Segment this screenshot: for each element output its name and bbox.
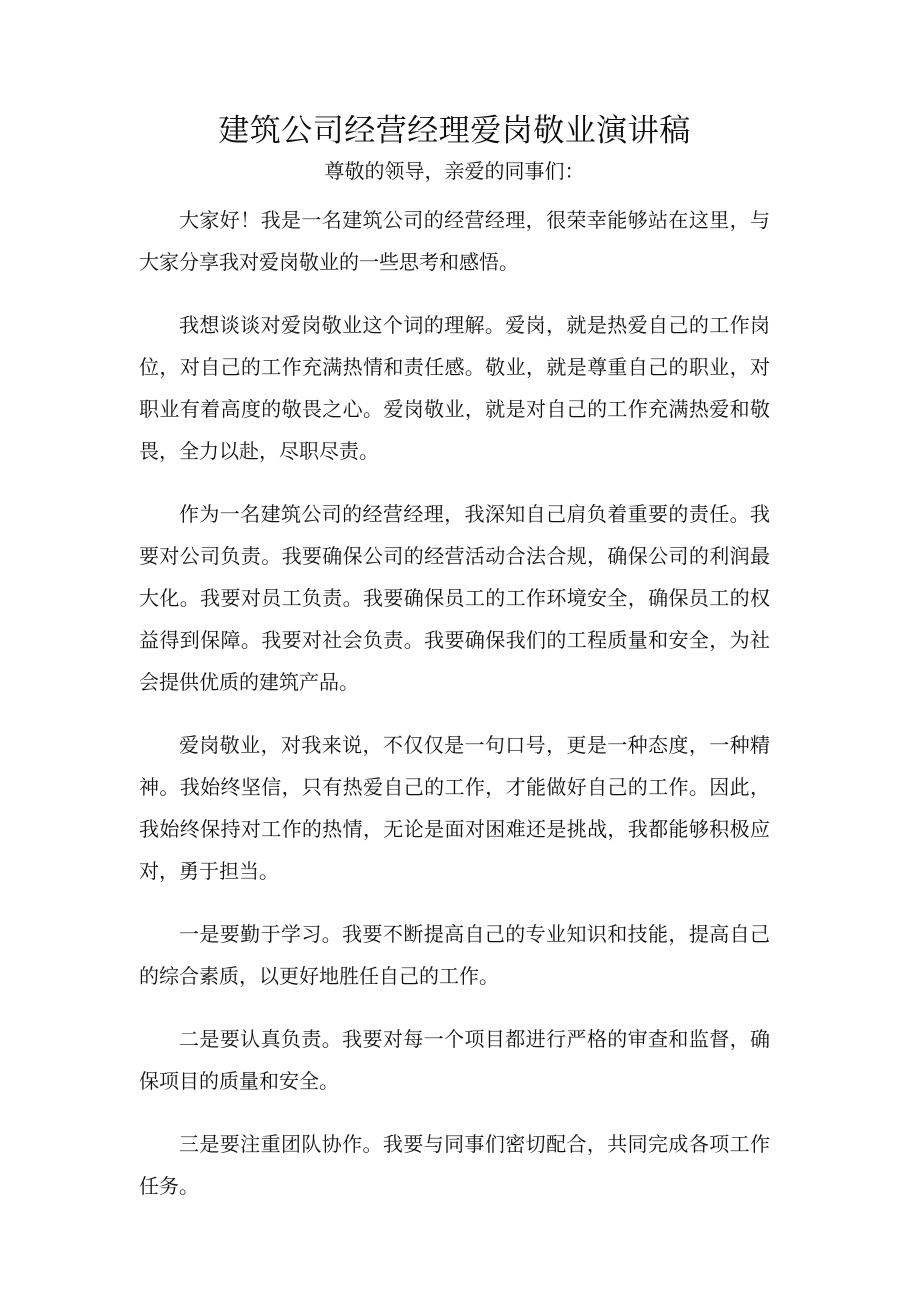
paragraph-point-two: 二是要认真负责。我要对每一个项目都进行严格的审查和监督，确保项目的质量和安全。	[139, 1027, 770, 1093]
document-title: 建筑公司经营经理爱岗敬业演讲稿	[218, 113, 691, 149]
paragraph-point-three: 三是要注重团队协作。我要与同事们密切配合，共同完成各项工作任务。	[139, 1132, 770, 1198]
paragraph-greeting: 大家好！我是一名建筑公司的经营经理，很荣幸能够站在这里，与大家分享我对爱岗敬业的一些思考和感悟。	[139, 208, 770, 274]
paragraph-point-one: 一是要勤于学习。我要不断提高自己的专业知识和技能，提高自己的综合素质，以更好地胜任自己的工作。	[139, 922, 770, 988]
paragraph-attitude: 爱岗敬业，对我来说，不仅仅是一句口号，更是一种态度，一种精神。我始终坚信，只有热爱自己的工作，才能做好自己的工作。因此，我始终保持对工作的热情，无论是面对困难还是挑战，我都能够积极应对，勇于担当。	[139, 733, 770, 883]
salutation: 尊敬的领导，亲爱的同事们：	[324, 159, 585, 183]
document-body	[139, 199, 770, 1207]
paragraph-definition: 我想谈谈对爱岗敬业这个词的理解。爱岗，就是热爱自己的工作岗位，对自己的工作充满热情和责任感。敬业，就是尊重自己的职业，对职业有着高度的敬畏之心。爱岗敬业，就是对自己的工作充满热爱和敬畏，全力以赴，尽职尽责。	[139, 313, 770, 463]
paragraph-responsibility: 作为一名建筑公司的经营经理，我深知自己肩负着重要的责任。我要对公司负责。我要确保公司的经营活动合法合规，确保公司的利润最大化。我要对员工负责。我要确保员工的工作环境安全，确保员工的权益得到保障。我要对社会负责。我要确保我们的工程质量和安全，为社会提供优质的建筑产品。	[139, 502, 770, 694]
